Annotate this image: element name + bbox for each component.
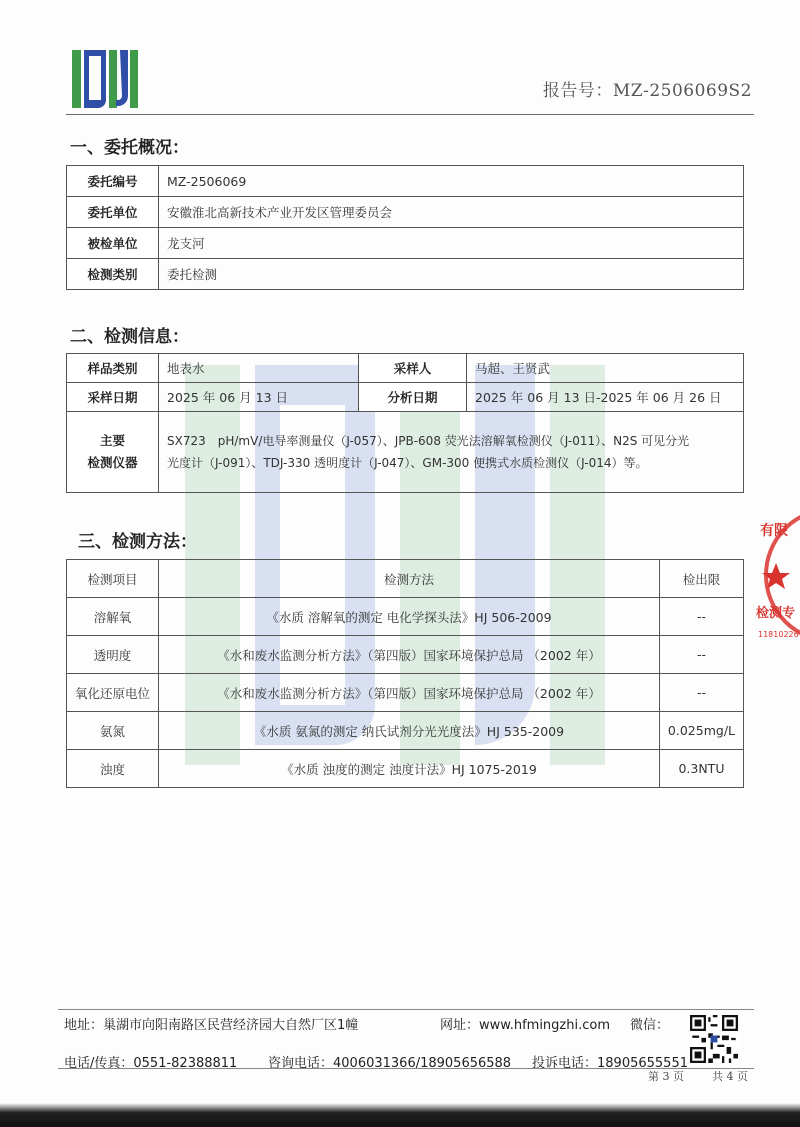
footer-phone: 电话/传真：0551-82388811	[64, 1056, 238, 1071]
test-type-value: 委托检测	[159, 259, 744, 290]
company-logo	[72, 46, 138, 110]
table-row	[67, 598, 744, 636]
qr-code-icon	[690, 1015, 738, 1063]
commission-table	[66, 165, 744, 290]
inspected-unit-value: 龙支河	[159, 228, 744, 259]
analysis-date-label: 分析日期	[359, 383, 467, 412]
header-divider	[66, 114, 754, 115]
table-row	[67, 259, 744, 290]
instruments-line2: 光度计（J-091）、TDJ-330 透明度计（J-047）、GM-300 便携式水质检测仪（J-014）等。	[167, 456, 648, 470]
test-type-label: 检测类别	[67, 259, 159, 290]
limit-cell: 0.3NTU	[659, 750, 743, 788]
client-label: 委托单位	[67, 197, 159, 228]
sampler-value: 马超、王贤武	[467, 354, 744, 383]
section1-title: 一、委托概况：	[70, 138, 189, 158]
report-number: 报告号：MZ-2506069S2	[542, 81, 752, 101]
item-cell: 溶解氧	[67, 598, 159, 636]
limit-cell: --	[659, 636, 743, 674]
table-row	[67, 712, 744, 750]
page-total: 共 4 页	[712, 1070, 748, 1083]
limit-cell: 0.025mg/L	[659, 712, 743, 750]
method-cell: 《水质 溶解氧的测定 电化学探头法》HJ 506-2009	[159, 598, 660, 636]
footer-wechat: 微信：	[630, 1018, 670, 1033]
seal-text-middle: 检测专	[756, 606, 796, 621]
table-row	[67, 228, 744, 259]
footer-divider-top	[58, 1009, 754, 1010]
method-cell: 《水质 浊度的测定 浊度计法》HJ 1075-2019	[159, 750, 660, 788]
scan-edge	[0, 1103, 800, 1127]
table-row	[67, 636, 744, 674]
limit-cell: --	[659, 674, 743, 712]
sample-type-label: 样品类别	[67, 354, 159, 383]
sample-date-value: 2025 年 06 月 13 日	[159, 383, 359, 412]
footer-complaint-phone: 投诉电话：18905655551	[532, 1056, 688, 1071]
sampler-label: 采样人	[359, 354, 467, 383]
table-row	[67, 166, 744, 197]
sample-date-label: 采样日期	[67, 383, 159, 412]
client-value: 安徽淮北高新技术产业开发区管理委员会	[159, 197, 744, 228]
footer-website: 网址：www.hfmingzhi.com	[440, 1018, 610, 1033]
section3-title: 三、检测方法：	[78, 532, 197, 552]
limit-cell: --	[659, 598, 743, 636]
item-cell: 氨氮	[67, 712, 159, 750]
methods-table	[66, 559, 744, 788]
header-limit: 检出限	[659, 560, 743, 598]
commission-no-value: MZ-2506069	[159, 166, 744, 197]
footer-consult-phone: 咨询电话：4006031366/18905656588	[268, 1056, 512, 1071]
inspected-unit-label: 被检单位	[67, 228, 159, 259]
instruments-label	[67, 412, 159, 493]
item-cell: 透明度	[67, 636, 159, 674]
instruments-line1: SX723 pH/mV/电导率测量仪（J-057）、JPB-608 荧光法溶解氧检测仪（J-011）、N2S 可见分光	[167, 434, 690, 448]
seal-text-top: 有限	[760, 523, 788, 539]
table-header-row	[67, 560, 744, 598]
item-cell: 氧化还原电位	[67, 674, 159, 712]
item-cell: 浊度	[67, 750, 159, 788]
instruments-label-line1: 主要	[99, 433, 125, 448]
sample-type-value: 地表水	[159, 354, 359, 383]
analysis-date-value: 2025 年 06 月 13 日-2025 年 06 月 26 日	[467, 383, 744, 412]
method-cell: 《水和废水监测分析方法》（第四版）国家环境保护总局 （2002 年）	[159, 636, 660, 674]
header-item: 检测项目	[67, 560, 159, 598]
table-row	[67, 674, 744, 712]
page-number: 第 3 页	[648, 1070, 684, 1083]
table-row	[67, 354, 744, 383]
instruments-value	[159, 412, 744, 493]
method-cell: 《水和废水监测分析方法》（第四版）国家环境保护总局 （2002 年）	[159, 674, 660, 712]
inspection-info-table	[66, 353, 744, 493]
official-seal	[752, 505, 800, 645]
seal-text-number: 11810226	[758, 630, 799, 639]
section2-title: 二、检测信息：	[70, 327, 189, 347]
method-cell: 《水质 氨氮的测定 纳氏试剂分光光度法》HJ 535-2009	[159, 712, 660, 750]
footer-address: 地址：巢湖市向阳南路区民营经济园大自然厂区1幢	[64, 1018, 359, 1033]
header-method: 检测方法	[159, 560, 660, 598]
instruments-label-line2: 检测仪器	[87, 455, 138, 470]
table-row	[67, 412, 744, 493]
commission-no-label: 委托编号	[67, 166, 159, 197]
table-row	[67, 197, 744, 228]
table-row	[67, 750, 744, 788]
table-row	[67, 383, 744, 412]
